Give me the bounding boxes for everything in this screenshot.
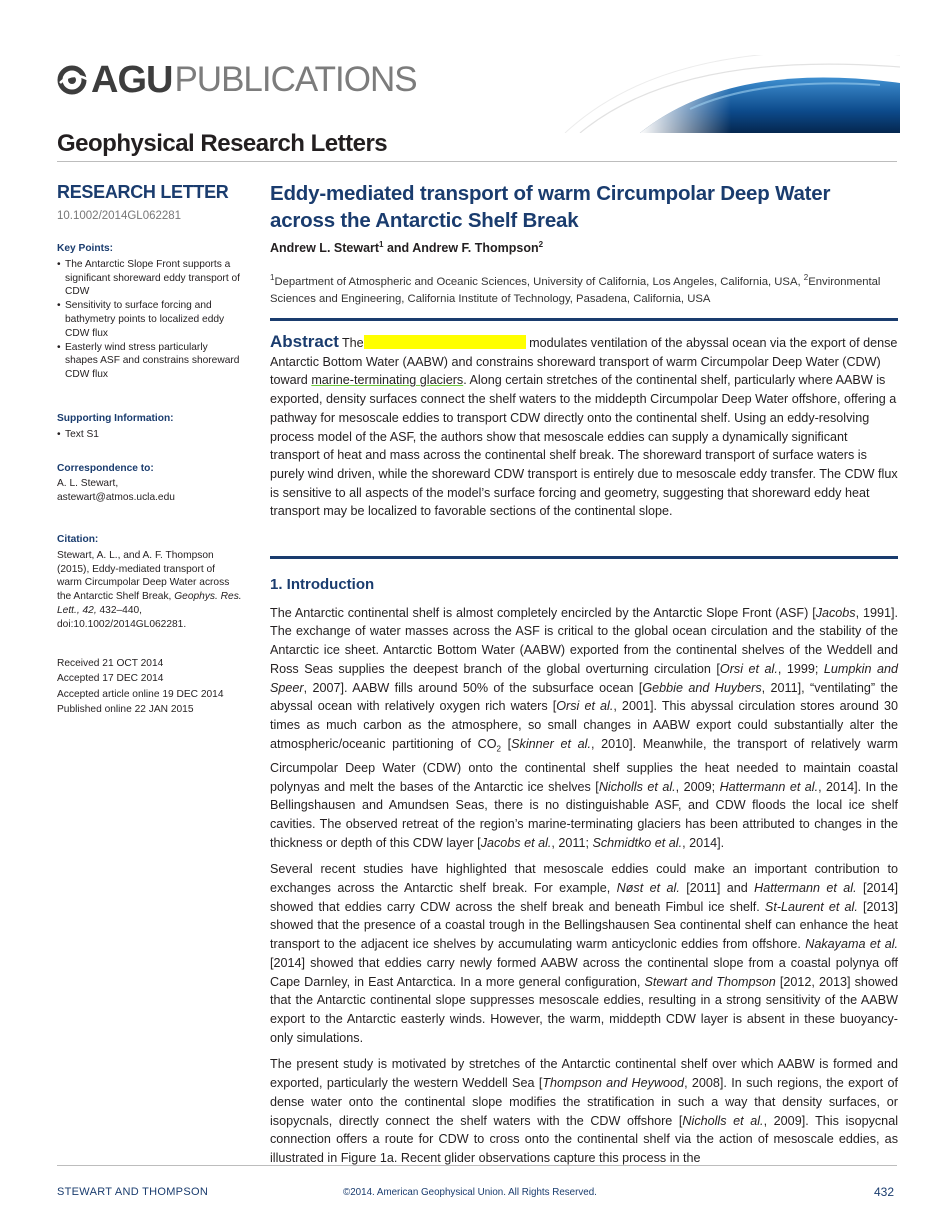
author-list [270, 240, 898, 255]
citation-text [57, 549, 242, 632]
logo-agu-text: AGU [91, 58, 173, 101]
supporting-info-list [57, 428, 242, 442]
introduction-section [270, 576, 898, 1176]
key-point: • Sensitivity to surface forcing and bathymetry points to localized eddy CDW flux [57, 299, 242, 340]
correspondence-email[interactable]: astewart@atmos.ucla.edu [57, 492, 175, 504]
citation-pages: 432–440, doi:10.1002/2014GL062281. [57, 604, 187, 630]
supporting-info-item[interactable]: • Text S1 [57, 428, 242, 442]
agu-swirl-icon [57, 65, 91, 95]
author-affil-sup: 2 [538, 240, 544, 249]
supporting-info-heading: Supporting Information: [57, 412, 174, 424]
article-title: Eddy-mediated transport of warm Circumpolar Deep Water across the Antarctic Shelf Break [270, 182, 831, 232]
citation-journal: Geophys. Res. Lett., 42, [57, 591, 242, 616]
earth-horizon-graphic [560, 55, 900, 133]
journal-title: Geophysical Research Letters [57, 130, 388, 157]
header-divider [57, 161, 897, 162]
correspondence-name: A. L. Stewart, [57, 478, 119, 490]
abstract [270, 333, 898, 521]
citation-heading: Citation: [57, 533, 99, 545]
date-received: Received 21 OCT 2014 [57, 657, 164, 669]
affiliations [270, 269, 898, 308]
page-number: 432 [874, 1185, 895, 1199]
correspondence-heading: Correspondence to: [57, 462, 154, 474]
affiliation-1: Department of Atmospheric and Oceanic Sciences, University of California, Los Angeles, California, USA, [274, 275, 804, 288]
date-published: Published online 22 JAN 2015 [57, 704, 194, 716]
date-accepted-online: Accepted article online 19 DEC 2014 [57, 688, 224, 700]
author-conjunction: and [383, 241, 413, 256]
highlight-mark [364, 335, 526, 349]
author-name: Andrew L. Stewart [270, 241, 380, 256]
publication-dates [57, 656, 242, 718]
footer-authors: STEWART AND THOMPSON [57, 1186, 209, 1198]
footer-divider [57, 1165, 897, 1166]
key-point: • The Antarctic Slope Front supports a significant shoreward eddy transport of CDW [57, 258, 242, 299]
key-point: • Easterly wind stress particularly shapes ASF and constrains shoreward CDW flux [57, 341, 242, 382]
author-name: Andrew F. Thompson [412, 241, 539, 256]
abstract-bottom-rule [270, 556, 898, 559]
affil-sup: 2 [803, 273, 809, 283]
abstract-lead: The [341, 336, 364, 350]
article-header [270, 180, 898, 308]
paragraph: The Antarctic continental shelf is almost completely encircled by the Antarctic Slope Front (ASF) [Jacobs, 1991]. The exchange of water masses across the ASF is critical to the global ocean circulation and the stability of the Antarctic ice sheet. Antarctic Bottom Water (AABW) exported from the continental shelves of the Weddell and Ross Seas supplies the deepest branch of the global overturning circulation [Orsi et al., 1999; Lumpkin and Speer, 2007]. AABW fills around 50% of the subsurface ocean [Gebbie and Huybers, 2011], “ventilating” the abyssal ocean with relatively oxygen rich waters [Orsi et al., 2001]. This abyssal circulation stores around 30 times as much carbon as the atmosphere, so small changes in AABW export could substantially alter the atmospheric/oceanic partitioning of $CO_2$ [Skinner et al., 2010]. Meanwhile, the transport of relatively warm Circumpolar Deep Water (CDW) onto the continental shelf supplies the heat needed to maintain coastal polynyas and melt the bases of the Antarctic ice shelves [Nicholls et al., 2009; Hattermann et al., 2014]. In the Bellingshausen and Amundsen Seas, there is no distinguishable ASF, and CDW floods the local ice shelf cavities. The observed retreat of the region’s marine-terminating glaciers has been attributed to changes in the thickness or depth of this CDW layer [Jacobs et al., 2011; Schmidtko et al., 2014]. [270, 605, 899, 850]
abstract-heading: Abstract [270, 332, 339, 351]
abstract-text-rest: . Along certain stretches of the continental shelf, particularly where AABW is exported, density surfaces connect the shelf waters to the middepth Circumpolar Deep Water offshore, offering a pathway for mesoscale eddies to transport CDW directly onto the continental shelf. Using an eddy-resolving process model of the ASF, the authors show that mesoscale eddies can supply a dynamically significant transport of heat and mass across the continental shelf break. The shoreward transport of surface waters is purely wind driven, while the shoreward CDW transport is entirely due to mesoscale eddy transfer. The CDW flux is sensitive to all aspects of the model’s surface forcing and geometry, suggesting that shoreward eddy heat transport may be localized to favorable sections of the continental slope. [270, 373, 898, 519]
paragraph: Several recent studies have highlighted that mesoscale eddies could make an important contribution to exchanges across the Antarctic shelf break. For example, Nøst et al. [2011] and Hattermann et al. [2014] showed that eddies carry CDW across the shelf break and beneath Fimbul ice shelf. St-Laurent et al. [2013] showed that the presence of a coastal trough in the Bellingshausen Sea continental shelf can enhance the heat transport to the adjacent ice shelves by accumulating warm anticyclonic eddies from offshore. Nakayama et al. [2014] showed that eddies carry newly formed AABW across the continental slope from a coastal polynya off Cape Darnley, in East Antarctica. In a more general configuration, Stewart and Thompson [2012, 2013] showed that the Antarctic continental slope suppresses mesoscale eddies, resulting in a strong sensitivity of the AABW export to the Antarctic easterly winds. However, the warm, middepth CDW layer is absent in these buoyancy-only simulations. [270, 862, 899, 1045]
abstract-text: modulates ventilation of the abyssal ocean via the export of dense Antarctic Bottom Water (AABW) and constrains shoreward transport of warm Circumpolar Deep Water (CDW) toward [270, 336, 898, 388]
paragraph: The present study is motivated by stretches of the Antarctic continental shelf over which AABW is formed and exported, particularly the western Weddell Sea [Thompson and Heywood, 2008]. In such regions, the export of dense water onto the continental slope modifies the stratification in such a way that density surfaces, or isopycnals, directly connect the shelf waters with the CDW offshore [Nicholls et al., 2009]. This isopycnal connection offers a route for CDW to cross onto the continental shelf via the action of mesoscale eddies, as illustrated in Figure 1a. Recent glider observations capture this process in the [270, 1057, 898, 1165]
key-points-heading: Key Points: [57, 243, 114, 254]
affil-sup: 1 [270, 273, 275, 283]
publisher-logo [57, 60, 417, 100]
underlined-phrase: marine-terminating glaciers [311, 373, 464, 388]
article-type: RESEARCH LETTER [57, 182, 229, 202]
section-heading: 1. Introduction [270, 576, 375, 593]
date-accepted: Accepted 17 DEC 2014 [57, 673, 164, 685]
footer-copyright: ©2014. American Geophysical Union. All Rights Reserved. [343, 1187, 597, 1198]
abstract-top-rule [270, 318, 898, 321]
affiliation-2: Environmental Sciences and Engineering, California Institute of Technology, Pasadena, California, USA [270, 275, 881, 305]
doi-link[interactable]: 10.1002/2014GL062281 [57, 210, 182, 222]
author-affil-sup: 1 [379, 240, 384, 249]
logo-publications-text: PUBLICATIONS [174, 60, 417, 99]
citation-main: Stewart, A. L., and A. F. Thompson (2015), Eddy-mediated transport of warm Circumpolar Deep Water across the Antarctic Shelf Break, [57, 549, 230, 603]
sidebar [57, 180, 242, 718]
key-points-list [57, 258, 242, 382]
